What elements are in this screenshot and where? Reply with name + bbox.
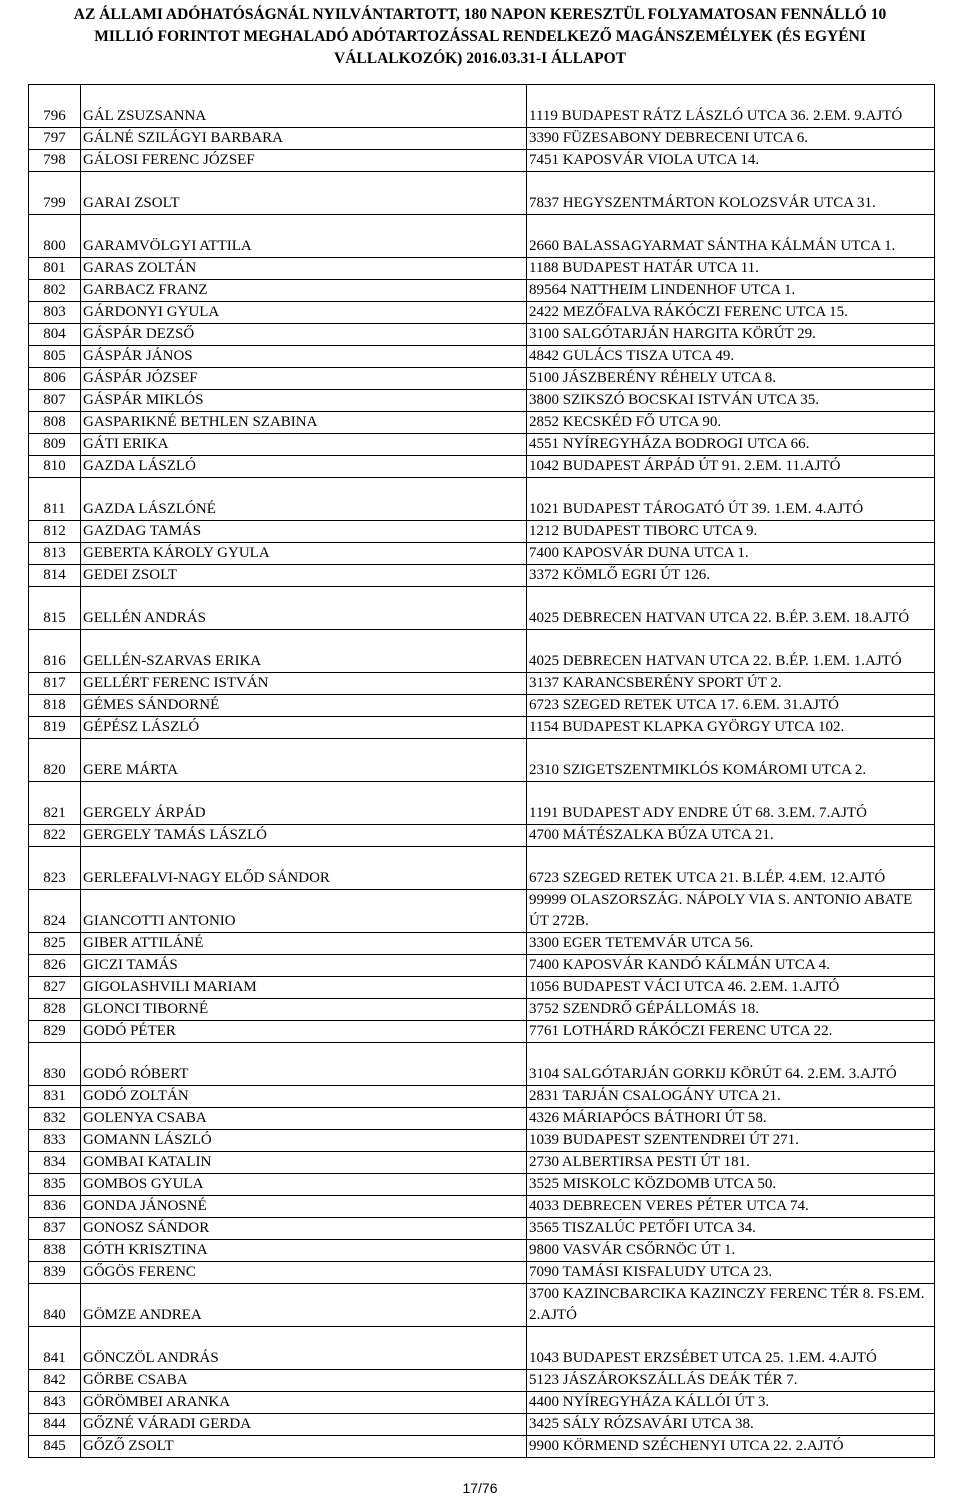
row-name: GŐZŐ ZSOLT [81, 1436, 527, 1458]
row-number: 817 [29, 673, 81, 695]
header-line-2: MILLIÓ FORINTOT MEGHALADÓ ADÓTARTOZÁSSAL RENDELKEZŐ MAGÁNSZEMÉLYEK (ÉS EGYÉNI [94, 28, 866, 45]
row-address: 3100 SALGÓTARJÁN HARGITA KÖRÚT 29. [527, 324, 935, 346]
row-number: 819 [29, 717, 81, 739]
row-address: 1039 BUDAPEST SZENTENDREI ÚT 271. [527, 1130, 935, 1152]
row-number: 827 [29, 977, 81, 999]
row-name: GÉMES SÁNDORNÉ [81, 695, 527, 717]
row-name: GODÓ ZOLTÁN [81, 1086, 527, 1108]
table-row [29, 977, 935, 999]
row-address: 3300 EGER TETEMVÁR UTCA 56. [527, 933, 935, 955]
table-row [29, 1436, 935, 1458]
row-number: 844 [29, 1414, 81, 1436]
document-header [0, 4, 960, 70]
row-address: 3390 FÜZESABONY DEBRECENI UTCA 6. [527, 128, 935, 150]
row-number: 797 [29, 128, 81, 150]
row-name: GICZI TAMÁS [81, 955, 527, 977]
row-name: GOLENYA CSABA [81, 1108, 527, 1130]
table-row [29, 587, 935, 630]
row-name: GLONCI TIBORNÉ [81, 999, 527, 1021]
register-table-body [29, 85, 935, 1458]
table-row [29, 85, 935, 128]
header-line-3: VÁLLALKOZÓK) 2016.03.31-I ÁLLAPOT [334, 50, 626, 67]
row-address: 1188 BUDAPEST HATÁR UTCA 11. [527, 258, 935, 280]
table-row [29, 1108, 935, 1130]
row-number: 841 [29, 1327, 81, 1370]
table-row [29, 890, 935, 933]
row-number: 801 [29, 258, 81, 280]
table-row [29, 150, 935, 172]
row-name: GELLÉN-SZARVAS ERIKA [81, 630, 527, 673]
row-number: 826 [29, 955, 81, 977]
table-row [29, 346, 935, 368]
row-address: 3800 SZIKSZÓ BOCSKAI ISTVÁN UTCA 35. [527, 390, 935, 412]
row-number: 806 [29, 368, 81, 390]
row-number: 813 [29, 543, 81, 565]
row-address: 2730 ALBERTIRSA PESTI ÚT 181. [527, 1152, 935, 1174]
table-row [29, 478, 935, 521]
row-number: 803 [29, 302, 81, 324]
row-name: GARBACZ FRANZ [81, 280, 527, 302]
row-number: 816 [29, 630, 81, 673]
row-address: 7451 KAPOSVÁR VIOLA UTCA 14. [527, 150, 935, 172]
row-address: 1042 BUDAPEST ÁRPÁD ÚT 91. 2.EM. 11.AJTÓ [527, 456, 935, 478]
row-address: 1154 BUDAPEST KLAPKA GYÖRGY UTCA 102. [527, 717, 935, 739]
row-address: 1043 BUDAPEST ERZSÉBET UTCA 25. 1.EM. 4.AJTÓ [527, 1327, 935, 1370]
row-number: 835 [29, 1174, 81, 1196]
row-number: 845 [29, 1436, 81, 1458]
row-number: 799 [29, 172, 81, 215]
row-number: 830 [29, 1043, 81, 1086]
row-address: 2852 KECSKÉD FŐ UTCA 90. [527, 412, 935, 434]
row-number: 825 [29, 933, 81, 955]
table-row [29, 128, 935, 150]
table-row [29, 782, 935, 825]
table-row [29, 1043, 935, 1086]
row-name: GÁSPÁR DEZSŐ [81, 324, 527, 346]
table-row [29, 1392, 935, 1414]
row-number: 822 [29, 825, 81, 847]
row-name: GÁLNÉ SZILÁGYI BARBARA [81, 128, 527, 150]
table-row [29, 215, 935, 258]
table-row [29, 847, 935, 890]
row-number: 838 [29, 1240, 81, 1262]
row-address: 2422 MEZŐFALVA RÁKÓCZI FERENC UTCA 15. [527, 302, 935, 324]
row-number: 805 [29, 346, 81, 368]
row-address: 4025 DEBRECEN HATVAN UTCA 22. B.ÉP. 1.EM. 1.AJTÓ [527, 630, 935, 673]
table-row [29, 1218, 935, 1240]
row-number: 839 [29, 1262, 81, 1284]
row-name: GÁSPÁR JÁNOS [81, 346, 527, 368]
table-row [29, 955, 935, 977]
table-row [29, 695, 935, 717]
table-row [29, 1262, 935, 1284]
table-row [29, 324, 935, 346]
row-name: GOMANN LÁSZLÓ [81, 1130, 527, 1152]
row-number: 824 [29, 890, 81, 933]
table-row [29, 172, 935, 215]
register-table [28, 84, 935, 1458]
table-row [29, 825, 935, 847]
row-address: 2310 SZIGETSZENTMIKLÓS KOMÁROMI UTCA 2. [527, 739, 935, 782]
row-address: 1119 BUDAPEST RÁTZ LÁSZLÓ UTCA 36. 2.EM. 9.AJTÓ [527, 85, 935, 128]
row-name: GIBER ATTILÁNÉ [81, 933, 527, 955]
row-address: 9800 VASVÁR CSŐRNÖC ÚT 1. [527, 1240, 935, 1262]
row-name: GÉPÉSZ LÁSZLÓ [81, 717, 527, 739]
row-number: 823 [29, 847, 81, 890]
row-number: 811 [29, 478, 81, 521]
row-name: GŐZNÉ VÁRADI GERDA [81, 1414, 527, 1436]
row-number: 820 [29, 739, 81, 782]
row-name: GEBERTA KÁROLY GYULA [81, 543, 527, 565]
table-row [29, 673, 935, 695]
table-row [29, 565, 935, 587]
row-name: GERLEFALVI-NAGY ELŐD SÁNDOR [81, 847, 527, 890]
table-row [29, 630, 935, 673]
row-address: 1021 BUDAPEST TÁROGATÓ ÚT 39. 1.EM. 4.AJTÓ [527, 478, 935, 521]
row-address: 7837 HEGYSZENTMÁRTON KOLOZSVÁR UTCA 31. [527, 172, 935, 215]
row-address: 7090 TAMÁSI KISFALUDY UTCA 23. [527, 1262, 935, 1284]
row-number: 829 [29, 1021, 81, 1043]
row-address: 4326 MÁRIAPÓCS BÁTHORI ÚT 58. [527, 1108, 935, 1130]
table-row [29, 1086, 935, 1108]
row-name: GODÓ PÉTER [81, 1021, 527, 1043]
table-row [29, 390, 935, 412]
row-address: 1212 BUDAPEST TIBORC UTCA 9. [527, 521, 935, 543]
table-row [29, 456, 935, 478]
row-name: GODÓ RÓBERT [81, 1043, 527, 1086]
table-row [29, 412, 935, 434]
row-name: GOMBOS GYULA [81, 1174, 527, 1196]
row-address: 5100 JÁSZBERÉNY RÉHELY UTCA 8. [527, 368, 935, 390]
row-address: 7400 KAPOSVÁR DUNA UTCA 1. [527, 543, 935, 565]
table-row [29, 1021, 935, 1043]
table-row [29, 933, 935, 955]
row-number: 812 [29, 521, 81, 543]
page-number: 17/76 [462, 1480, 498, 1496]
row-address: 3565 TISZALÚC PETŐFI UTCA 34. [527, 1218, 935, 1240]
table-row [29, 1196, 935, 1218]
row-number: 808 [29, 412, 81, 434]
row-number: 837 [29, 1218, 81, 1240]
row-number: 842 [29, 1370, 81, 1392]
table-row [29, 434, 935, 456]
row-name: GAZDA LÁSZLÓ [81, 456, 527, 478]
row-number: 810 [29, 456, 81, 478]
row-name: GÁL ZSUZSANNA [81, 85, 527, 128]
table-row [29, 739, 935, 782]
row-address: 3752 SZENDRŐ GÉPÁLLOMÁS 18. [527, 999, 935, 1021]
row-address: 3700 KAZINCBARCIKA KAZINCZY FERENC TÉR 8. FS.EM. 2.AJTÓ [527, 1284, 935, 1327]
row-address: 6723 SZEGED RETEK UTCA 21. B.LÉP. 4.EM. 12.AJTÓ [527, 847, 935, 890]
row-name: GŐGÖS FERENC [81, 1262, 527, 1284]
row-address: 7761 LOTHÁRD RÁKÓCZI FERENC UTCA 22. [527, 1021, 935, 1043]
row-number: 834 [29, 1152, 81, 1174]
row-name: GERGELY ÁRPÁD [81, 782, 527, 825]
row-name: GÖRBE CSABA [81, 1370, 527, 1392]
row-name: GÖRÖMBEI ARANKA [81, 1392, 527, 1414]
table-row [29, 1414, 935, 1436]
row-number: 807 [29, 390, 81, 412]
row-address: 3137 KARANCSBERÉNY SPORT ÚT 2. [527, 673, 935, 695]
row-address: 4033 DEBRECEN VERES PÉTER UTCA 74. [527, 1196, 935, 1218]
table-row [29, 368, 935, 390]
table-row [29, 717, 935, 739]
table-row [29, 521, 935, 543]
row-address: 6723 SZEGED RETEK UTCA 17. 6.EM. 31.AJTÓ [527, 695, 935, 717]
row-name: GIANCOTTI ANTONIO [81, 890, 527, 933]
row-name: GASPARIKNÉ BETHLEN SZABINA [81, 412, 527, 434]
row-number: 798 [29, 150, 81, 172]
row-number: 833 [29, 1130, 81, 1152]
row-number: 796 [29, 85, 81, 128]
row-number: 836 [29, 1196, 81, 1218]
table-row [29, 1284, 935, 1327]
row-address: 1191 BUDAPEST ADY ENDRE ÚT 68. 3.EM. 7.AJTÓ [527, 782, 935, 825]
row-name: GÁSPÁR JÓZSEF [81, 368, 527, 390]
row-name: GONDA JÁNOSNÉ [81, 1196, 527, 1218]
header-line-1: AZ ÁLLAMI ADÓHATÓSÁGNÁL NYILVÁNTARTOTT, 180 NAPON KERESZTÜL FOLYAMATOSAN FENNÁLLÓ 10 [73, 6, 887, 23]
row-name: GERGELY TAMÁS LÁSZLÓ [81, 825, 527, 847]
row-number: 821 [29, 782, 81, 825]
row-address: 9900 KÖRMEND SZÉCHENYI UTCA 22. 2.AJTÓ [527, 1436, 935, 1458]
row-address: 7400 KAPOSVÁR KANDÓ KÁLMÁN UTCA 4. [527, 955, 935, 977]
row-address: 3425 SÁLY RÓZSAVÁRI UTCA 38. [527, 1414, 935, 1436]
row-number: 828 [29, 999, 81, 1021]
row-address: 89564 NATTHEIM LINDENHOF UTCA 1. [527, 280, 935, 302]
row-name: GÖNCZÖL ANDRÁS [81, 1327, 527, 1370]
row-name: GIGOLASHVILI MARIAM [81, 977, 527, 999]
row-address: 2831 TARJÁN CSALOGÁNY UTCA 21. [527, 1086, 935, 1108]
row-number: 840 [29, 1284, 81, 1327]
row-name: GÁTI ERIKA [81, 434, 527, 456]
row-number: 832 [29, 1108, 81, 1130]
row-name: GARAMVÖLGYI ATTILA [81, 215, 527, 258]
row-address: 4551 NYÍREGYHÁZA BODROGI UTCA 66. [527, 434, 935, 456]
row-name: GÁLOSI FERENC JÓZSEF [81, 150, 527, 172]
row-number: 843 [29, 1392, 81, 1414]
row-number: 815 [29, 587, 81, 630]
row-address: 2660 BALASSAGYARMAT SÁNTHA KÁLMÁN UTCA 1. [527, 215, 935, 258]
row-address: 4400 NYÍREGYHÁZA KÁLLÓI ÚT 3. [527, 1392, 935, 1414]
row-name: GONOSZ SÁNDOR [81, 1218, 527, 1240]
row-name: GARAI ZSOLT [81, 172, 527, 215]
row-address: 3104 SALGÓTARJÁN GORKIJ KÖRÚT 64. 2.EM. 3.AJTÓ [527, 1043, 935, 1086]
table-row [29, 999, 935, 1021]
row-name: GAZDAG TAMÁS [81, 521, 527, 543]
table-row [29, 1240, 935, 1262]
row-name: GARAS ZOLTÁN [81, 258, 527, 280]
table-row [29, 1327, 935, 1370]
row-address: 3525 MISKOLC KÖZDOMB UTCA 50. [527, 1174, 935, 1196]
row-number: 831 [29, 1086, 81, 1108]
table-row [29, 1130, 935, 1152]
row-name: GAZDA LÁSZLÓNÉ [81, 478, 527, 521]
table-row [29, 302, 935, 324]
table-row [29, 258, 935, 280]
table-row [29, 1152, 935, 1174]
row-address: 1056 BUDAPEST VÁCI UTCA 46. 2.EM. 1.AJTÓ [527, 977, 935, 999]
row-name: GEDEI ZSOLT [81, 565, 527, 587]
row-address: 5123 JÁSZÁROKSZÁLLÁS DEÁK TÉR 7. [527, 1370, 935, 1392]
row-number: 804 [29, 324, 81, 346]
table-row [29, 1370, 935, 1392]
table-row [29, 543, 935, 565]
row-name: GOMBAI KATALIN [81, 1152, 527, 1174]
row-name: GÖMZE ANDREA [81, 1284, 527, 1327]
row-address: 4842 GULÁCS TISZA UTCA 49. [527, 346, 935, 368]
row-name: GÓTH KRISZTINA [81, 1240, 527, 1262]
table-row [29, 1174, 935, 1196]
row-name: GERE MÁRTA [81, 739, 527, 782]
row-address: 4025 DEBRECEN HATVAN UTCA 22. B.ÉP. 3.EM. 18.AJTÓ [527, 587, 935, 630]
row-number: 814 [29, 565, 81, 587]
row-name: GELLÉN ANDRÁS [81, 587, 527, 630]
row-number: 800 [29, 215, 81, 258]
row-name: GÁSPÁR MIKLÓS [81, 390, 527, 412]
row-address: 3372 KÖMLŐ EGRI ÚT 126. [527, 565, 935, 587]
row-name: GELLÉRT FERENC ISTVÁN [81, 673, 527, 695]
row-address: 4700 MÁTÉSZALKA BÚZA UTCA 21. [527, 825, 935, 847]
row-number: 802 [29, 280, 81, 302]
row-name: GÁRDONYI GYULA [81, 302, 527, 324]
row-address: 99999 OLASZORSZÁG. NÁPOLY VIA S. ANTONIO ABATE ÚT 272B. [527, 890, 935, 933]
table-row [29, 280, 935, 302]
row-number: 809 [29, 434, 81, 456]
row-number: 818 [29, 695, 81, 717]
